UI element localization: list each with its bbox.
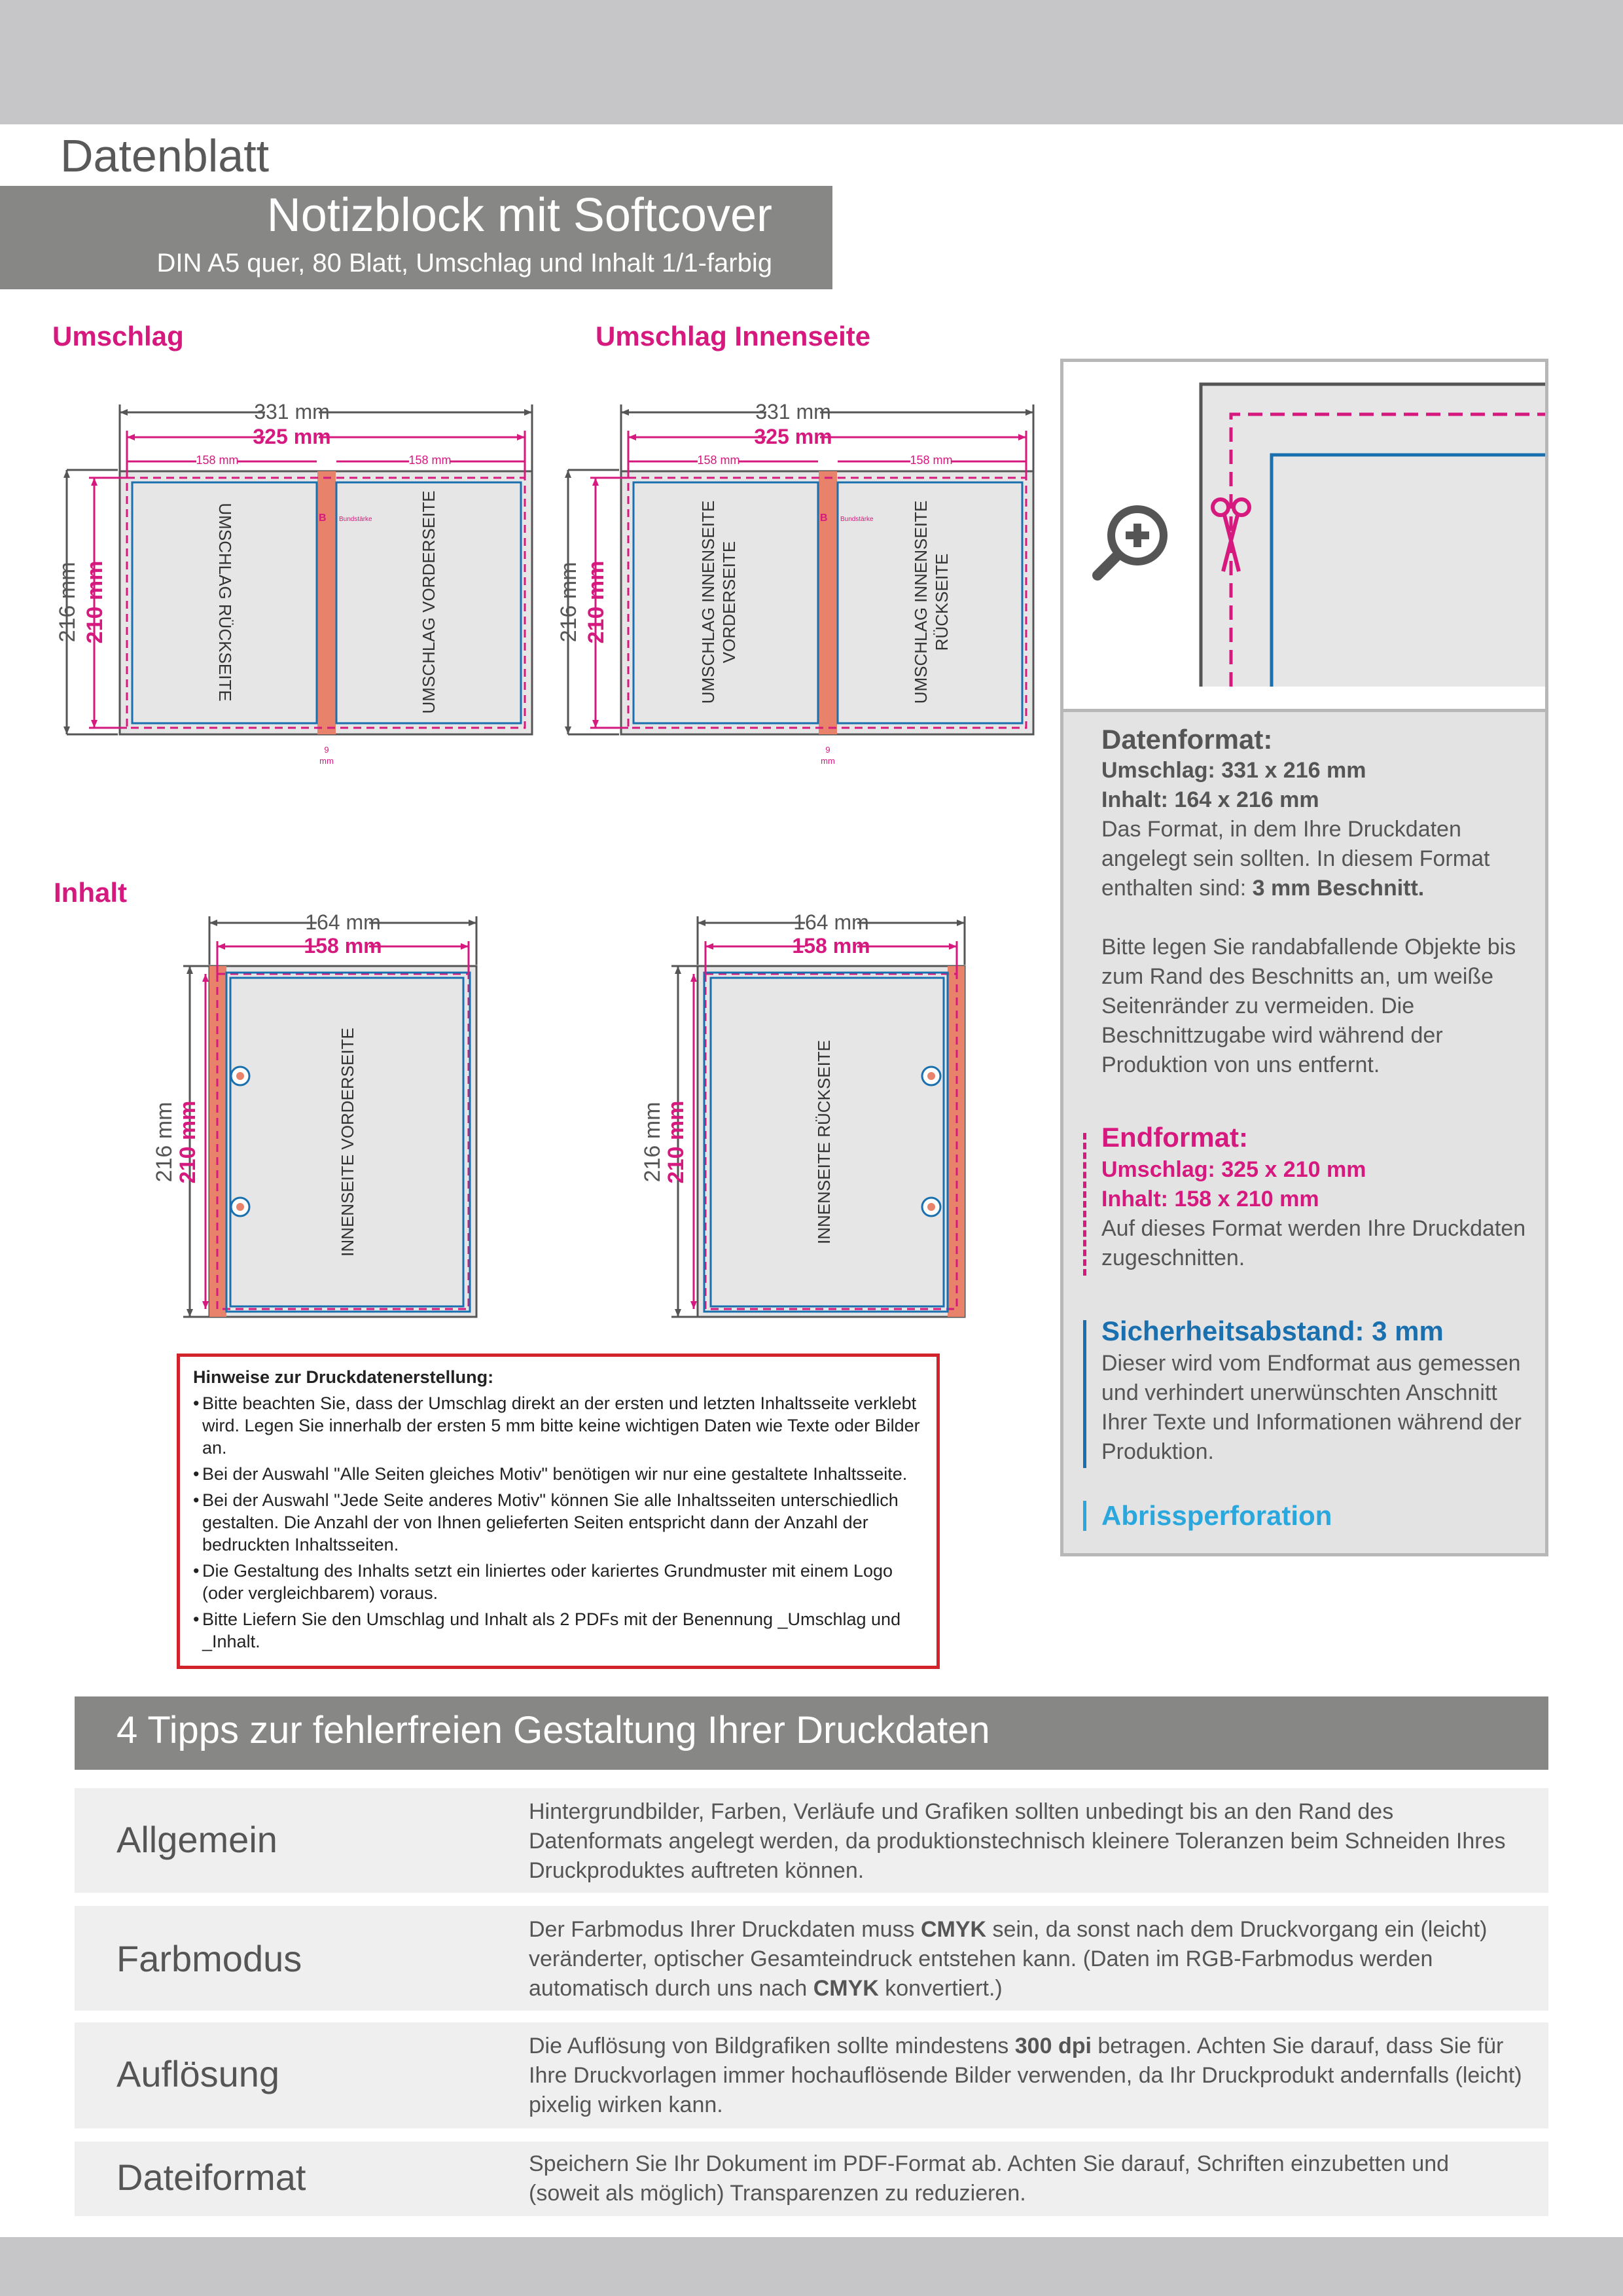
- inhalt-front-dim-final-height: 210 mm: [175, 1100, 200, 1184]
- tip-row-farbmodus: [75, 1906, 1548, 2011]
- innen-left-label-1: UMSCHLAG INNENSEITE: [698, 500, 718, 704]
- tip-text: Speichern Sie Ihr Dokument im PDF-Format ab. Achten Sie darauf, Schriften einzubetten und (soweit als möglich) Transparenzen zu reduzieren.: [529, 2151, 1450, 2206]
- umschlag-diagram: [52, 386, 550, 779]
- innen-dim-final-height: 210 mm: [584, 560, 609, 644]
- inhalt-front-label: INNENSEITE VORDERSEITE: [338, 1028, 357, 1257]
- innen-right-label-2: RÜCKSEITE: [932, 553, 952, 651]
- abriss-marker: [1083, 1501, 1086, 1531]
- innen-dim-half-left: 158 mm: [697, 454, 740, 467]
- inhalt-front-diagram: [151, 903, 497, 1322]
- inhalt-back-dim-final-height: 210 mm: [664, 1100, 688, 1184]
- hint-item: • Bitte Liefern Sie den Umschlag und Inhalt als 2 PDFs mit der Benennung _Umschlag und _Inhalt.: [193, 1608, 923, 1653]
- datenformat-heading: Datenformat:: [1101, 724, 1273, 755]
- umschlag-dim-half-left: 158 mm: [196, 454, 239, 467]
- hint-item: • Bei der Auswahl "Jede Seite anderes Motiv" können Sie alle Inhaltsseiten unterschiedlich gestalten. Die Anzahl der von Ihnen gelieferten Seiten entspricht dann der Anzahl der bedruckten Inhaltsseiten.: [193, 1489, 923, 1556]
- datenformat-umschlag: Umschlag: 331 x 216 mm: [1101, 758, 1366, 783]
- tip-label: Farbmodus: [116, 1938, 302, 1979]
- umschlag-spine-unit: mm: [319, 756, 334, 766]
- umschlag-dim-total-height: 216 mm: [55, 562, 80, 643]
- endformat-description: Auf dieses Format werden Ihre Druckdaten zugeschnitten.: [1101, 1216, 1526, 1270]
- hint-title: Hinweise zur Druckdatenerstellung:: [193, 1367, 494, 1387]
- tip-label: Auflösung: [116, 2053, 280, 2094]
- tip-text: Hintergrundbilder, Farben, Verläufe und Grafiken sollten unbedingt bis an den Rand des Datenformats angelegt werden, da produktionstechnisch kleinere Toleranzen beim Schneiden Ihres Druckproduktes auftreten können.: [529, 1799, 1506, 1883]
- umschlag-spine-marker: B: [319, 512, 327, 524]
- hint-item: • Bitte beachten Sie, dass der Umschlag direkt an der ersten und letzten Inhaltsseite verklebt wird. Legen Sie innerhalb der ersten 5 mm bitte keine wichtigen Daten wie Texte oder Bilder an.: [193, 1392, 923, 1459]
- innen-dim-half-right: 158 mm: [910, 454, 953, 467]
- hint-item: • Bei der Auswahl "Alle Seiten gleiches Motiv" benötigen wir nur eine gestaltete Inhaltsseite.: [193, 1463, 923, 1485]
- innen-left-label-2: VORDERSEITE: [719, 541, 739, 664]
- abriss-heading: Abrissperforation: [1101, 1500, 1332, 1531]
- tip-text: Der Farbmodus Ihrer Druckdaten muss CMYK sein, da sonst nach dem Druckvorgang ein (leicht) veränderter, optischer Gesamteindruck entstehen kann. (Daten im RGB-Farbmodus werden automatisch durch uns nach CMYK konvertiert.): [529, 1917, 1488, 2001]
- innen-dim-final-width: 325 mm: [754, 425, 832, 448]
- inhalt-front-dim-total-height: 216 mm: [152, 1102, 177, 1183]
- datenformat-hint: Bitte legen Sie randabfallende Objekte bis zum Rand des Beschnitts an, um weiße Seitenränder zu vermeiden. Die Beschnittzugabe wird während der Produktion von uns entfernt.: [1101, 935, 1516, 1077]
- datenblatt-tab: [0, 126, 326, 186]
- tip-label: Dateiformat: [116, 2157, 306, 2198]
- endformat-heading: Endformat:: [1101, 1122, 1248, 1153]
- zoom-detail: [1063, 362, 1545, 712]
- sicherheit-description: Dieser wird vom Endformat aus gemessen und verhindert unerwünschten Anschnitt Ihrer Texte und Informationen während der Produktion.: [1101, 1351, 1522, 1464]
- bottom-band: [0, 2237, 1623, 2296]
- umschlag-left-label: UMSCHLAG RÜCKSEITE: [215, 503, 235, 702]
- title-bar: [0, 186, 832, 289]
- umschlag-dim-half-right: 158 mm: [408, 454, 452, 467]
- umschlag-dim-final-height: 210 mm: [82, 560, 107, 644]
- innen-spine-width: 9: [825, 745, 830, 755]
- inhalt-back-diagram: [639, 903, 986, 1322]
- umschlag-innen-heading: Umschlag Innenseite: [596, 321, 871, 351]
- page-title: Notizblock mit Softcover: [266, 189, 772, 242]
- umschlag-right-label: UMSCHLAG VORDERSEITE: [419, 490, 438, 714]
- innen-dim-total-width: 331 mm: [755, 400, 831, 423]
- format-info-panel: [1060, 359, 1548, 1556]
- tips-heading-bar: [75, 1696, 1548, 1770]
- innen-spine-label: Bundstärke: [840, 516, 874, 523]
- umschlag-spine-width: 9: [324, 745, 329, 755]
- inhalt-back-label: INNENSEITE RÜCKSEITE: [814, 1039, 834, 1245]
- inhalt-back-dim-total-width: 164 mm: [793, 910, 869, 934]
- inhalt-back-dim-final-width: 158 mm: [792, 934, 870, 958]
- hint-list: [193, 1392, 923, 1653]
- tip-text: Die Auflösung von Bildgrafiken sollte mindestens 300 dpi betragen. Achten Sie darauf, dass Sie für Ihre Druckvorlagen immer hochauflösende Bilder verwenden, da Ihr Druckprodukt andernfalls (leicht) pixelig wirken kann.: [529, 2034, 1522, 2117]
- hint-item: • Die Gestaltung des Inhalts setzt ein liniertes oder kariertes Grundmuster mit einem Logo (oder vergleichbarem) voraus.: [193, 1560, 923, 1604]
- inhalt-heading: Inhalt: [54, 877, 127, 908]
- tips-heading: 4 Tipps zur fehlerfreien Gestaltung Ihrer Druckdaten: [116, 1709, 990, 1751]
- endformat-umschlag: Umschlag: 325 x 210 mm: [1101, 1157, 1366, 1182]
- umschlag-spine-label: Bundstärke: [339, 516, 372, 523]
- page-subtitle: DIN A5 quer, 80 Blatt, Umschlag und Inhalt 1/1-farbig: [156, 249, 772, 278]
- innen-right-label-1: UMSCHLAG INNENSEITE: [911, 500, 931, 704]
- datenblatt-label: Datenblatt: [60, 130, 270, 181]
- umschlag-dim-total-width: 331 mm: [254, 400, 330, 423]
- inhalt-front-dim-total-width: 164 mm: [305, 910, 381, 934]
- tip-label: Allgemein: [116, 1819, 277, 1860]
- inhalt-back-dim-total-height: 216 mm: [640, 1102, 665, 1183]
- datenformat-inhalt: Inhalt: 164 x 216 mm: [1101, 787, 1319, 812]
- innen-dim-total-height: 216 mm: [556, 562, 581, 643]
- hint-box: [177, 1354, 940, 1669]
- sicherheit-heading: Sicherheitsabstand: 3 mm: [1101, 1316, 1444, 1346]
- umschlag-heading: Umschlag: [52, 321, 184, 351]
- tip-row-aufloesung: [75, 2022, 1548, 2128]
- tip-row-dateiformat: [75, 2142, 1548, 2216]
- sicherheit-marker: [1083, 1320, 1086, 1468]
- endformat-marker: [1083, 1133, 1086, 1276]
- umschlag-dim-final-width: 325 mm: [253, 425, 331, 448]
- innen-spine-marker: B: [820, 512, 828, 524]
- datenformat-description: Das Format, in dem Ihre Druckdaten angelegt sein sollten. In diesem Format enthalten sind: 3 mm Beschnitt.: [1101, 817, 1490, 901]
- zoom-in-icon: [1097, 505, 1168, 575]
- endformat-inhalt: Inhalt: 158 x 210 mm: [1101, 1187, 1319, 1211]
- inhalt-front-dim-final-width: 158 mm: [304, 934, 382, 958]
- umschlag-innen-diagram: [554, 386, 1051, 779]
- innen-spine-unit: mm: [821, 756, 835, 766]
- tip-row-allgemein: [75, 1788, 1548, 1893]
- top-band: [0, 0, 1623, 124]
